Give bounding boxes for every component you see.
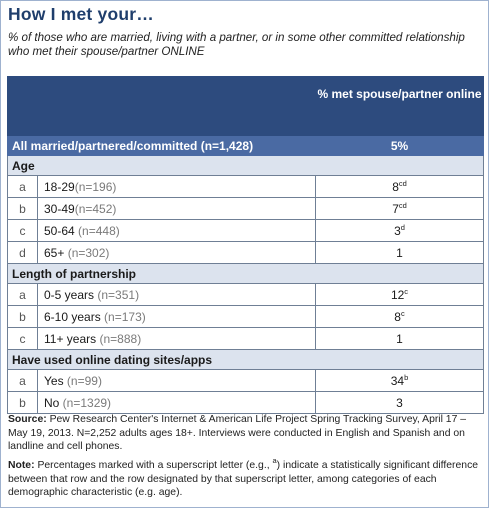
row-label: 30-49 xyxy=(44,201,75,216)
significance-note xyxy=(8,456,482,500)
row-value-cell xyxy=(316,370,484,392)
table-row xyxy=(8,242,484,264)
row-category xyxy=(38,328,316,350)
row-category xyxy=(38,370,316,392)
row-label: No xyxy=(44,395,60,410)
row-value: 1 xyxy=(396,245,403,260)
row-letter: a xyxy=(8,370,38,392)
section-heading-row xyxy=(8,264,484,284)
row-value-cell xyxy=(316,176,484,198)
table-row xyxy=(8,370,484,392)
row-label: 50-64 xyxy=(44,223,75,238)
table-row xyxy=(8,198,484,220)
row-category xyxy=(38,392,316,414)
table-row xyxy=(8,220,484,242)
row-value-cell xyxy=(316,306,484,328)
table-row xyxy=(8,284,484,306)
results-table xyxy=(7,76,484,414)
row-label: 18-29 xyxy=(44,179,75,194)
row-category xyxy=(38,284,316,306)
row-label: 65+ xyxy=(44,245,65,260)
row-value: 7 xyxy=(392,201,399,216)
row-significance-superscript: c xyxy=(400,308,405,318)
row-significance-superscript: cd xyxy=(398,200,407,210)
row-sample-size: (n=99) xyxy=(63,373,102,388)
table-row xyxy=(8,176,484,198)
row-sample-size: (n=1329) xyxy=(59,395,112,410)
row-category xyxy=(38,242,316,264)
row-letter: b xyxy=(8,392,38,414)
row-sample-size: (n=452) xyxy=(74,201,117,216)
row-sample-size: (n=173) xyxy=(100,309,146,324)
section-heading: Have used online dating sites/apps xyxy=(8,350,484,370)
page-subtitle: % of those who are married, living with a partner, or in some other committed relationship who met their spouse/partner ONLINE xyxy=(8,31,465,58)
note-text-2: ) indicate a statistically significant difference between that row and the row designated by that superscript letter, among categories of each demographic characteristic (e.g. age). xyxy=(8,460,479,498)
row-sample-size: (n=448) xyxy=(74,223,120,238)
page-title: How I met your… xyxy=(8,4,154,24)
row-letter: b xyxy=(8,198,38,220)
row-label: 11+ years xyxy=(44,331,97,346)
header-blank-cell xyxy=(8,77,316,136)
row-value-cell xyxy=(316,242,484,264)
row-value: 3 xyxy=(396,395,403,410)
row-value: 8 xyxy=(394,309,401,324)
row-sample-size: (n=302) xyxy=(64,245,110,260)
note-lead: Note: xyxy=(8,460,35,471)
row-significance-superscript: b xyxy=(404,372,409,382)
row-category xyxy=(38,198,316,220)
row-category xyxy=(38,220,316,242)
section-heading-row xyxy=(8,156,484,176)
row-letter: b xyxy=(8,306,38,328)
table-row xyxy=(8,392,484,414)
source-text: Pew Research Center's Internet & American Life Project Spring Tracking Survey, April 17 – May 19, 2013. N=2,252 adults ages 18+. Interviews were conducted in English and Spanish and on landline and cell phones. xyxy=(8,414,467,452)
row-value: 3 xyxy=(394,223,401,238)
row-value-cell xyxy=(316,198,484,220)
note-text-1: Percentages marked with a superscript letter (e.g., xyxy=(34,460,273,471)
row-value: 8 xyxy=(392,179,399,194)
source-note xyxy=(8,413,482,454)
column-header: % met spouse/partner online xyxy=(316,77,484,136)
total-label: All married/partnered/committed (n=1,428) xyxy=(8,136,316,156)
row-letter: d xyxy=(8,242,38,264)
row-label: 0-5 years xyxy=(44,287,95,302)
row-letter: c xyxy=(8,328,38,350)
row-value-cell xyxy=(316,328,484,350)
table-row xyxy=(8,306,484,328)
row-value: 1 xyxy=(396,331,403,346)
row-significance-superscript: c xyxy=(404,286,409,296)
row-value-cell xyxy=(316,220,484,242)
row-value: 12 xyxy=(390,287,405,302)
row-letter: a xyxy=(8,176,38,198)
table-row xyxy=(8,328,484,350)
row-category xyxy=(38,306,316,328)
source-lead: Source: xyxy=(8,414,47,425)
row-significance-superscript: d xyxy=(400,222,405,232)
row-value-cell xyxy=(316,392,484,414)
row-value-cell xyxy=(316,284,484,306)
section-heading: Length of partnership xyxy=(8,264,484,284)
table-header-row xyxy=(8,77,484,136)
section-heading: Age xyxy=(8,156,484,176)
total-value: 5% xyxy=(316,136,484,156)
row-letter: c xyxy=(8,220,38,242)
row-sample-size: (n=196) xyxy=(74,179,117,194)
row-significance-superscript: cd xyxy=(398,178,407,188)
section-heading-row xyxy=(8,350,484,370)
row-sample-size: (n=888) xyxy=(96,331,142,346)
row-label: 6-10 years xyxy=(44,309,101,324)
total-row xyxy=(8,136,484,156)
row-label: Yes xyxy=(44,373,64,388)
row-category xyxy=(38,176,316,198)
row-value: 34 xyxy=(390,373,405,388)
note-superscript: a xyxy=(272,456,277,465)
row-sample-size: (n=351) xyxy=(94,287,140,302)
row-letter: a xyxy=(8,284,38,306)
